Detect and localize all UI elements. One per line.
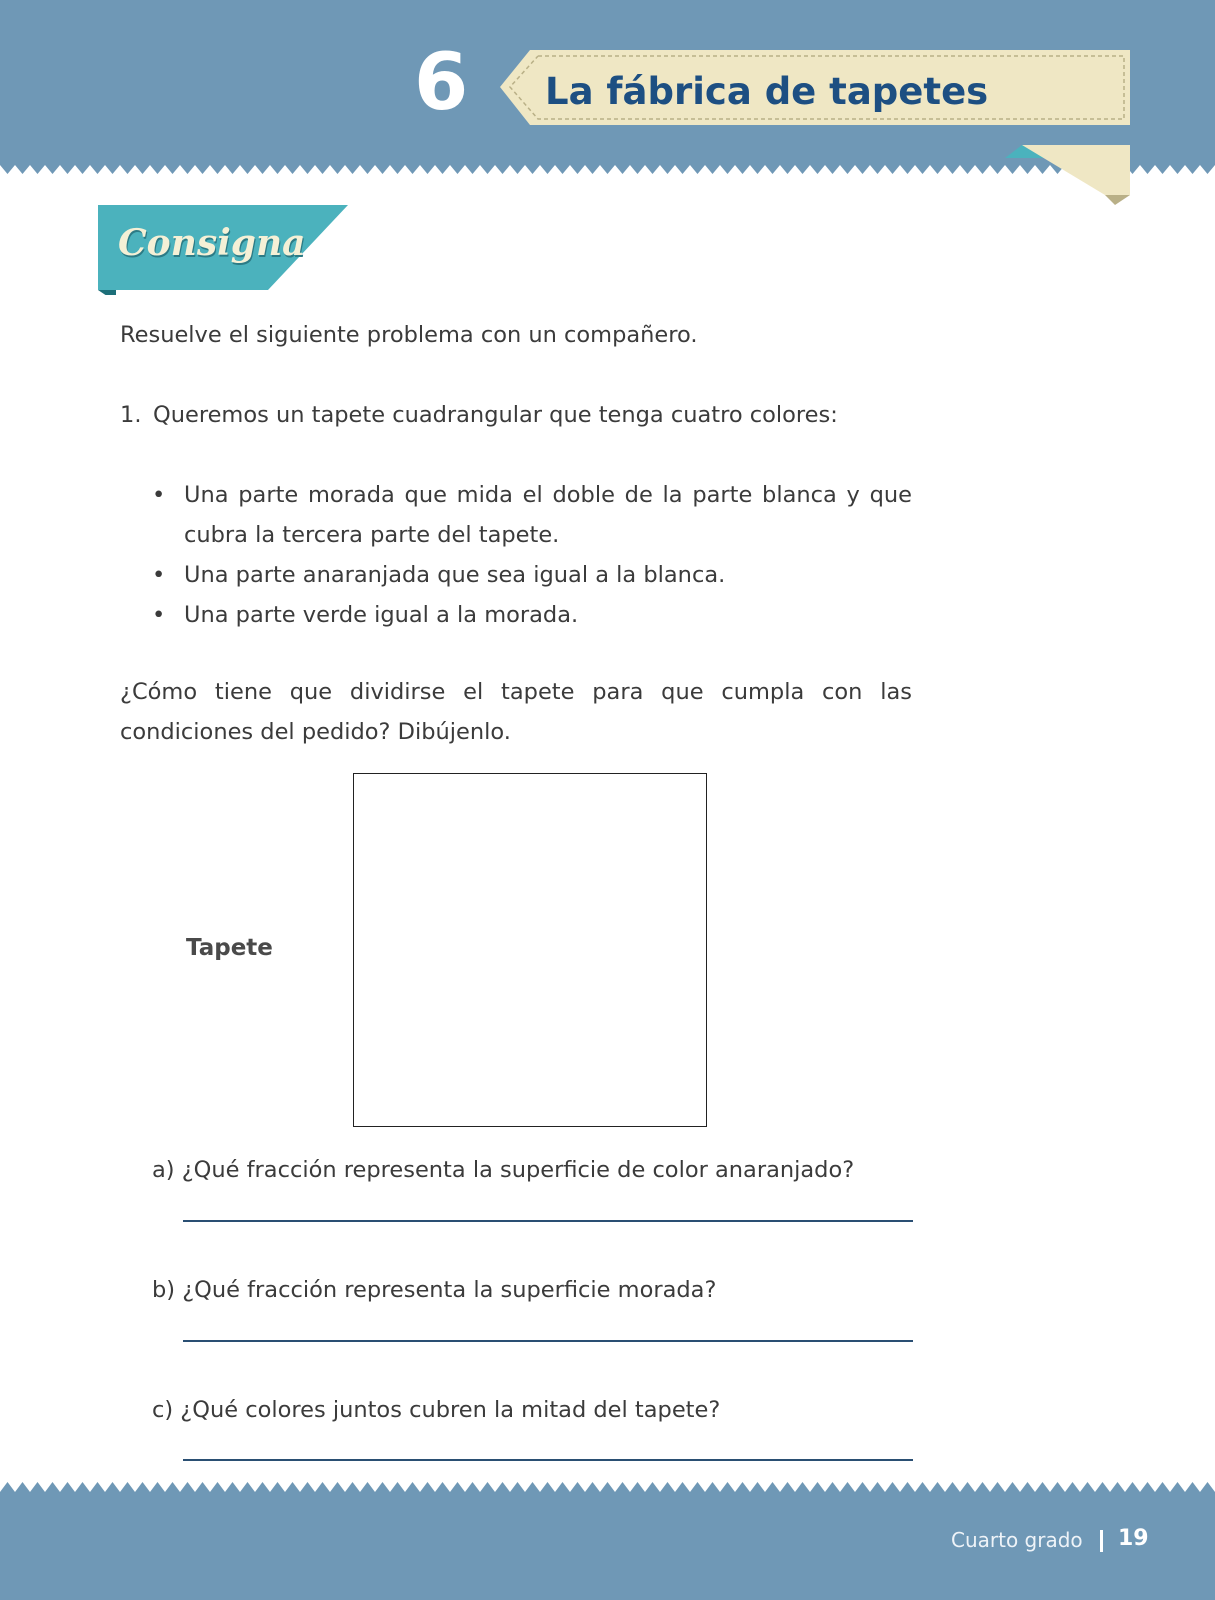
- condition-text: Una parte anaranjada que sea igual a la blanca.: [184, 562, 726, 588]
- answer-line-a[interactable]: [183, 1220, 913, 1222]
- problem-text: Queremos un tapete cuadrangular que tenga cuatro colores:: [153, 402, 838, 428]
- sub-question-c: c) ¿Qué colores juntos cubren la mitad del tapete?: [152, 1397, 721, 1423]
- tapete-label: Tapete: [186, 935, 273, 961]
- main-question: ¿Cómo tiene que dividirse el tapete para que cumpla con las condiciones del pedido? Dibújenlo.: [120, 679, 912, 745]
- tapete-drawing-area[interactable]: [353, 773, 707, 1127]
- answer-line-b[interactable]: [183, 1340, 913, 1342]
- condition-list: [152, 475, 912, 635]
- condition-item: [152, 555, 912, 595]
- bullet-icon: •: [152, 602, 166, 628]
- condition-item: [152, 475, 912, 555]
- bullet-icon: •: [152, 482, 166, 508]
- lesson-title: La fábrica de tapetes: [545, 70, 989, 113]
- page-number: 19: [1118, 1526, 1149, 1551]
- intro-text: Resuelve el siguiente problema con un compañero.: [120, 322, 698, 348]
- condition-item: [152, 595, 912, 635]
- bullet-icon: •: [152, 562, 166, 588]
- condition-text: Una parte morada que mida el doble de la parte blanca y que cubra la tercera parte del tapete.: [184, 482, 912, 548]
- footer-grade: Cuarto grado: [951, 1528, 1083, 1552]
- footer-separator: [1100, 1530, 1103, 1552]
- condition-text: Una parte verde igual a la morada.: [184, 602, 579, 628]
- sub-question-a: a) ¿Qué fracción representa la superficie de color anaranjado?: [152, 1157, 855, 1183]
- sub-question-b: b) ¿Qué fracción representa la superficie morada?: [152, 1277, 717, 1303]
- problem-number: 1.: [120, 402, 142, 428]
- consigna-label: Consigna: [118, 222, 306, 264]
- lesson-number: 6: [414, 38, 469, 128]
- answer-line-c[interactable]: [183, 1459, 913, 1461]
